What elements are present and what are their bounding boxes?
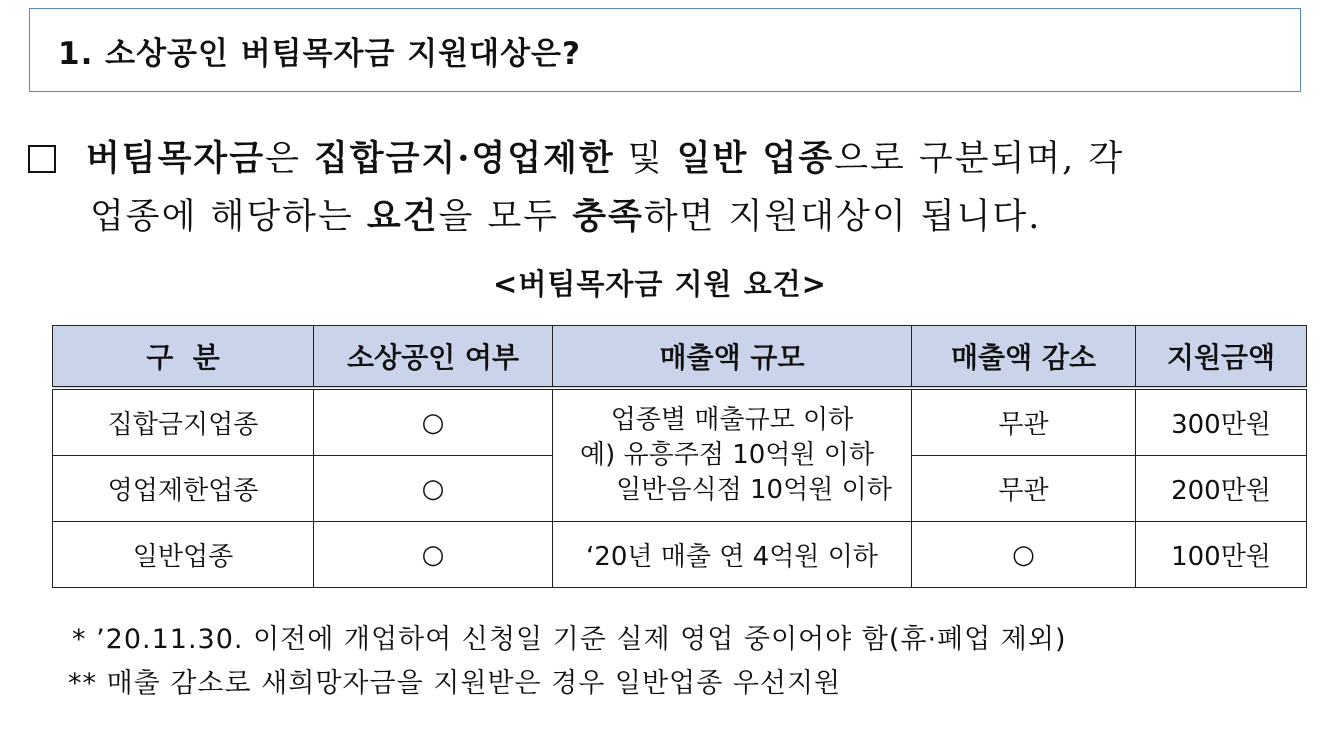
merged-sales-size-cell — [553, 388, 912, 522]
row-category: 집합금지업종 — [53, 388, 314, 456]
header-amount: 지원금액 — [1136, 326, 1307, 389]
intro-line-1 — [28, 130, 1308, 188]
row-category: 일반업종 — [53, 522, 314, 588]
row-amount: 200만원 — [1136, 456, 1307, 522]
requirements-table — [52, 325, 1307, 588]
row-category: 영업제한업종 — [53, 456, 314, 522]
row-sales-size: ‘20년 매출 연 4억원 이하 — [553, 522, 912, 588]
intro-text-6: 하면 지원대상이 됩니다. — [643, 197, 1042, 237]
row-sales-decrease: ○ — [912, 522, 1136, 588]
header-sales-decrease: 매출액 감소 — [912, 326, 1136, 389]
sales-size-line: 업종별 매출규모 이하 — [610, 405, 854, 435]
header-category: 구 분 — [53, 326, 314, 389]
footnote: ** 매출 감소로 새희망자금을 지원받은 경우 일반업종 우선지원 — [68, 668, 842, 699]
intro-text-4: 업종에 해당하는 — [90, 197, 367, 237]
row-sales-decrease: 무관 — [912, 456, 1136, 522]
checkbox-icon — [28, 145, 56, 173]
section-title: 1. 소상공인 버팀목자금 지원대상은? — [58, 35, 581, 72]
intro-text-3: 으로 구분되며, 각 — [834, 139, 1125, 179]
table-row — [53, 522, 1307, 588]
row-sales-decrease: 무관 — [912, 388, 1136, 456]
intro-text-1: 은 — [265, 139, 314, 179]
intro-bold-5: 충족 — [572, 196, 644, 237]
intro-paragraph — [28, 130, 1308, 246]
row-small-business: ○ — [314, 388, 553, 456]
header-sales-size: 매출액 규모 — [553, 326, 912, 389]
row-amount: 300만원 — [1136, 388, 1307, 456]
footnote: * ’20.11.30. 이전에 개업하여 신청일 기준 실제 영업 중이어야 함(휴·폐업 제외) — [72, 624, 1067, 655]
section-title-box — [29, 8, 1301, 92]
intro-bold-3: 일반 업종 — [676, 138, 835, 179]
table-header-row — [53, 326, 1307, 389]
footnotes — [68, 618, 1067, 706]
row-amount: 100만원 — [1136, 522, 1307, 588]
table-row — [53, 388, 1307, 456]
intro-text-2: 및 — [614, 139, 677, 179]
intro-bold-1: 버팀목자금 — [86, 138, 266, 179]
sales-size-line: 일반음식점 10억원 이하 — [616, 475, 892, 505]
intro-text-5: 을 모두 — [438, 197, 573, 237]
intro-bold-4: 요건 — [366, 196, 439, 237]
intro-bold-2: 집합금지·영업제한 — [314, 138, 615, 179]
intro-line-2 — [28, 188, 1308, 246]
sales-size-line: 예) 유흥주점 10억원 이하 — [579, 440, 875, 470]
row-small-business: ○ — [314, 456, 553, 522]
header-small-business: 소상공인 여부 — [314, 326, 553, 389]
row-small-business: ○ — [314, 522, 553, 588]
table-caption: <버팀목자금 지원 요건> — [493, 267, 827, 301]
